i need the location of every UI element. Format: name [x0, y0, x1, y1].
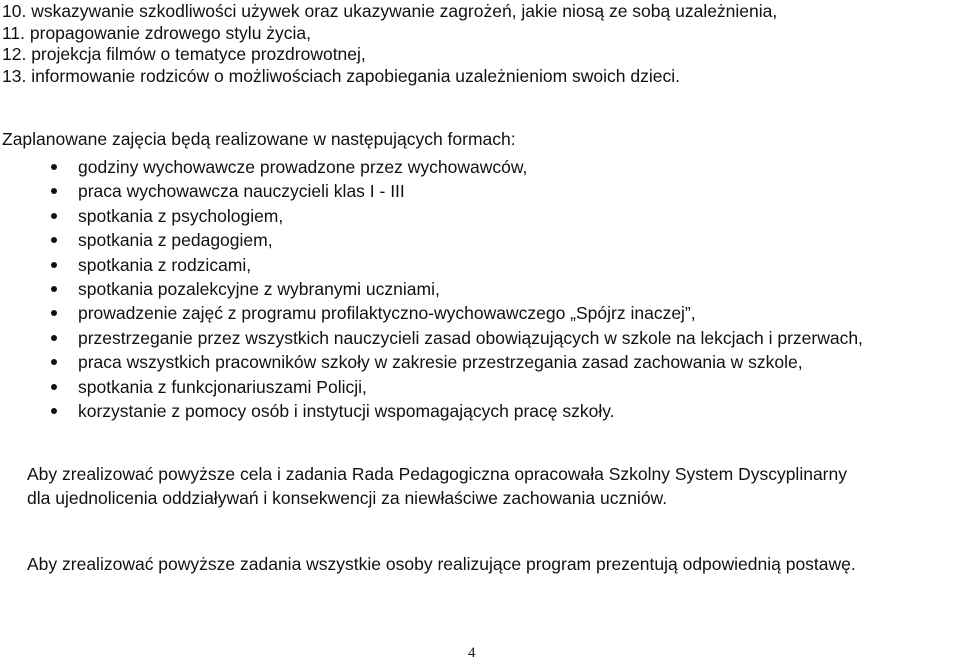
bullet-text: przestrzeganie przez wszystkich nauczycieli zasad obowiązujących w szkole na lekcjach i przerwach, — [78, 327, 863, 348]
bullet-text: prowadzenie zajęć z programu profilaktyczno-wychowawczego „Spójrz inaczej”, — [78, 303, 696, 324]
bullet-item — [50, 350, 863, 374]
numbered-list — [2, 1, 777, 87]
bullet-icon — [51, 164, 57, 170]
paragraph-attitude: Aby zrealizować powyższe zadania wszystkie osoby realizujące program prezentują odpowiednią postawę. — [27, 554, 856, 574]
bullet-icon — [51, 188, 57, 194]
bullet-item — [50, 277, 863, 301]
bullet-icon — [51, 408, 57, 414]
page-number: 4 — [468, 645, 476, 661]
paragraph-line: dla ujednolicenia oddziaływań i konsekwencji za niewłaściwe zachowania uczniów. — [27, 488, 668, 508]
bullet-icon — [51, 310, 57, 316]
bullet-item — [50, 228, 863, 252]
bullet-item — [50, 253, 863, 277]
forms-intro: Zaplanowane zajęcia będą realizowane w następujących formach: — [2, 129, 516, 149]
bullet-item — [50, 399, 863, 423]
bullet-item — [50, 375, 863, 399]
bullet-item — [50, 204, 863, 228]
bullet-icon — [51, 262, 57, 268]
bullet-text: spotkania z funkcjonariuszami Policji, — [78, 376, 367, 397]
bullet-text: spotkania pozalekcyjne z wybranymi uczniami, — [78, 278, 440, 299]
paragraph-discipline-system — [27, 462, 957, 510]
bullet-item — [50, 326, 863, 350]
bullet-item — [50, 301, 863, 325]
bullet-icon — [51, 237, 57, 243]
numbered-list-item: 11. propagowanie zdrowego stylu życia, — [2, 22, 312, 43]
forms-bullet-list — [50, 155, 863, 423]
bullet-icon — [51, 335, 57, 341]
numbered-list-item: 10. wskazywanie szkodliwości używek oraz ukazywanie zagrożeń, jakie niosą ze sobą uzależnienia, — [2, 1, 778, 21]
bullet-icon — [51, 384, 57, 390]
bullet-text: godziny wychowawcze prowadzone przez wychowawców, — [78, 157, 528, 177]
bullet-icon — [51, 213, 57, 219]
bullet-text: praca wszystkich pracowników szkoły w zakresie przestrzegania zasad zachowania w szkole, — [78, 352, 803, 373]
bullet-item — [50, 155, 863, 179]
bullet-text: praca wychowawcza nauczycieli klas I - III — [78, 181, 405, 202]
bullet-text: spotkania z pedagogiem, — [78, 230, 273, 251]
bullet-text: spotkania z rodzicami, — [78, 254, 252, 275]
paragraph-line: Aby zrealizować powyższe cela i zadania Rada Pedagogiczna opracowała Szkolny System Dyscyplinarny — [27, 464, 847, 484]
numbered-list-item: 12. projekcja filmów o tematyce prozdrowotnej, — [2, 44, 366, 64]
bullet-item — [50, 179, 863, 203]
bullet-text: korzystanie z pomocy osób i instytucji wspomagających pracę szkoły. — [78, 400, 615, 421]
bullet-icon — [51, 286, 57, 292]
bullet-text: spotkania z psychologiem, — [78, 205, 284, 226]
numbered-list-item: 13. informowanie rodziców o możliwościach zapobiegania uzależnieniom swoich dzieci. — [2, 65, 680, 86]
bullet-icon — [51, 359, 57, 365]
